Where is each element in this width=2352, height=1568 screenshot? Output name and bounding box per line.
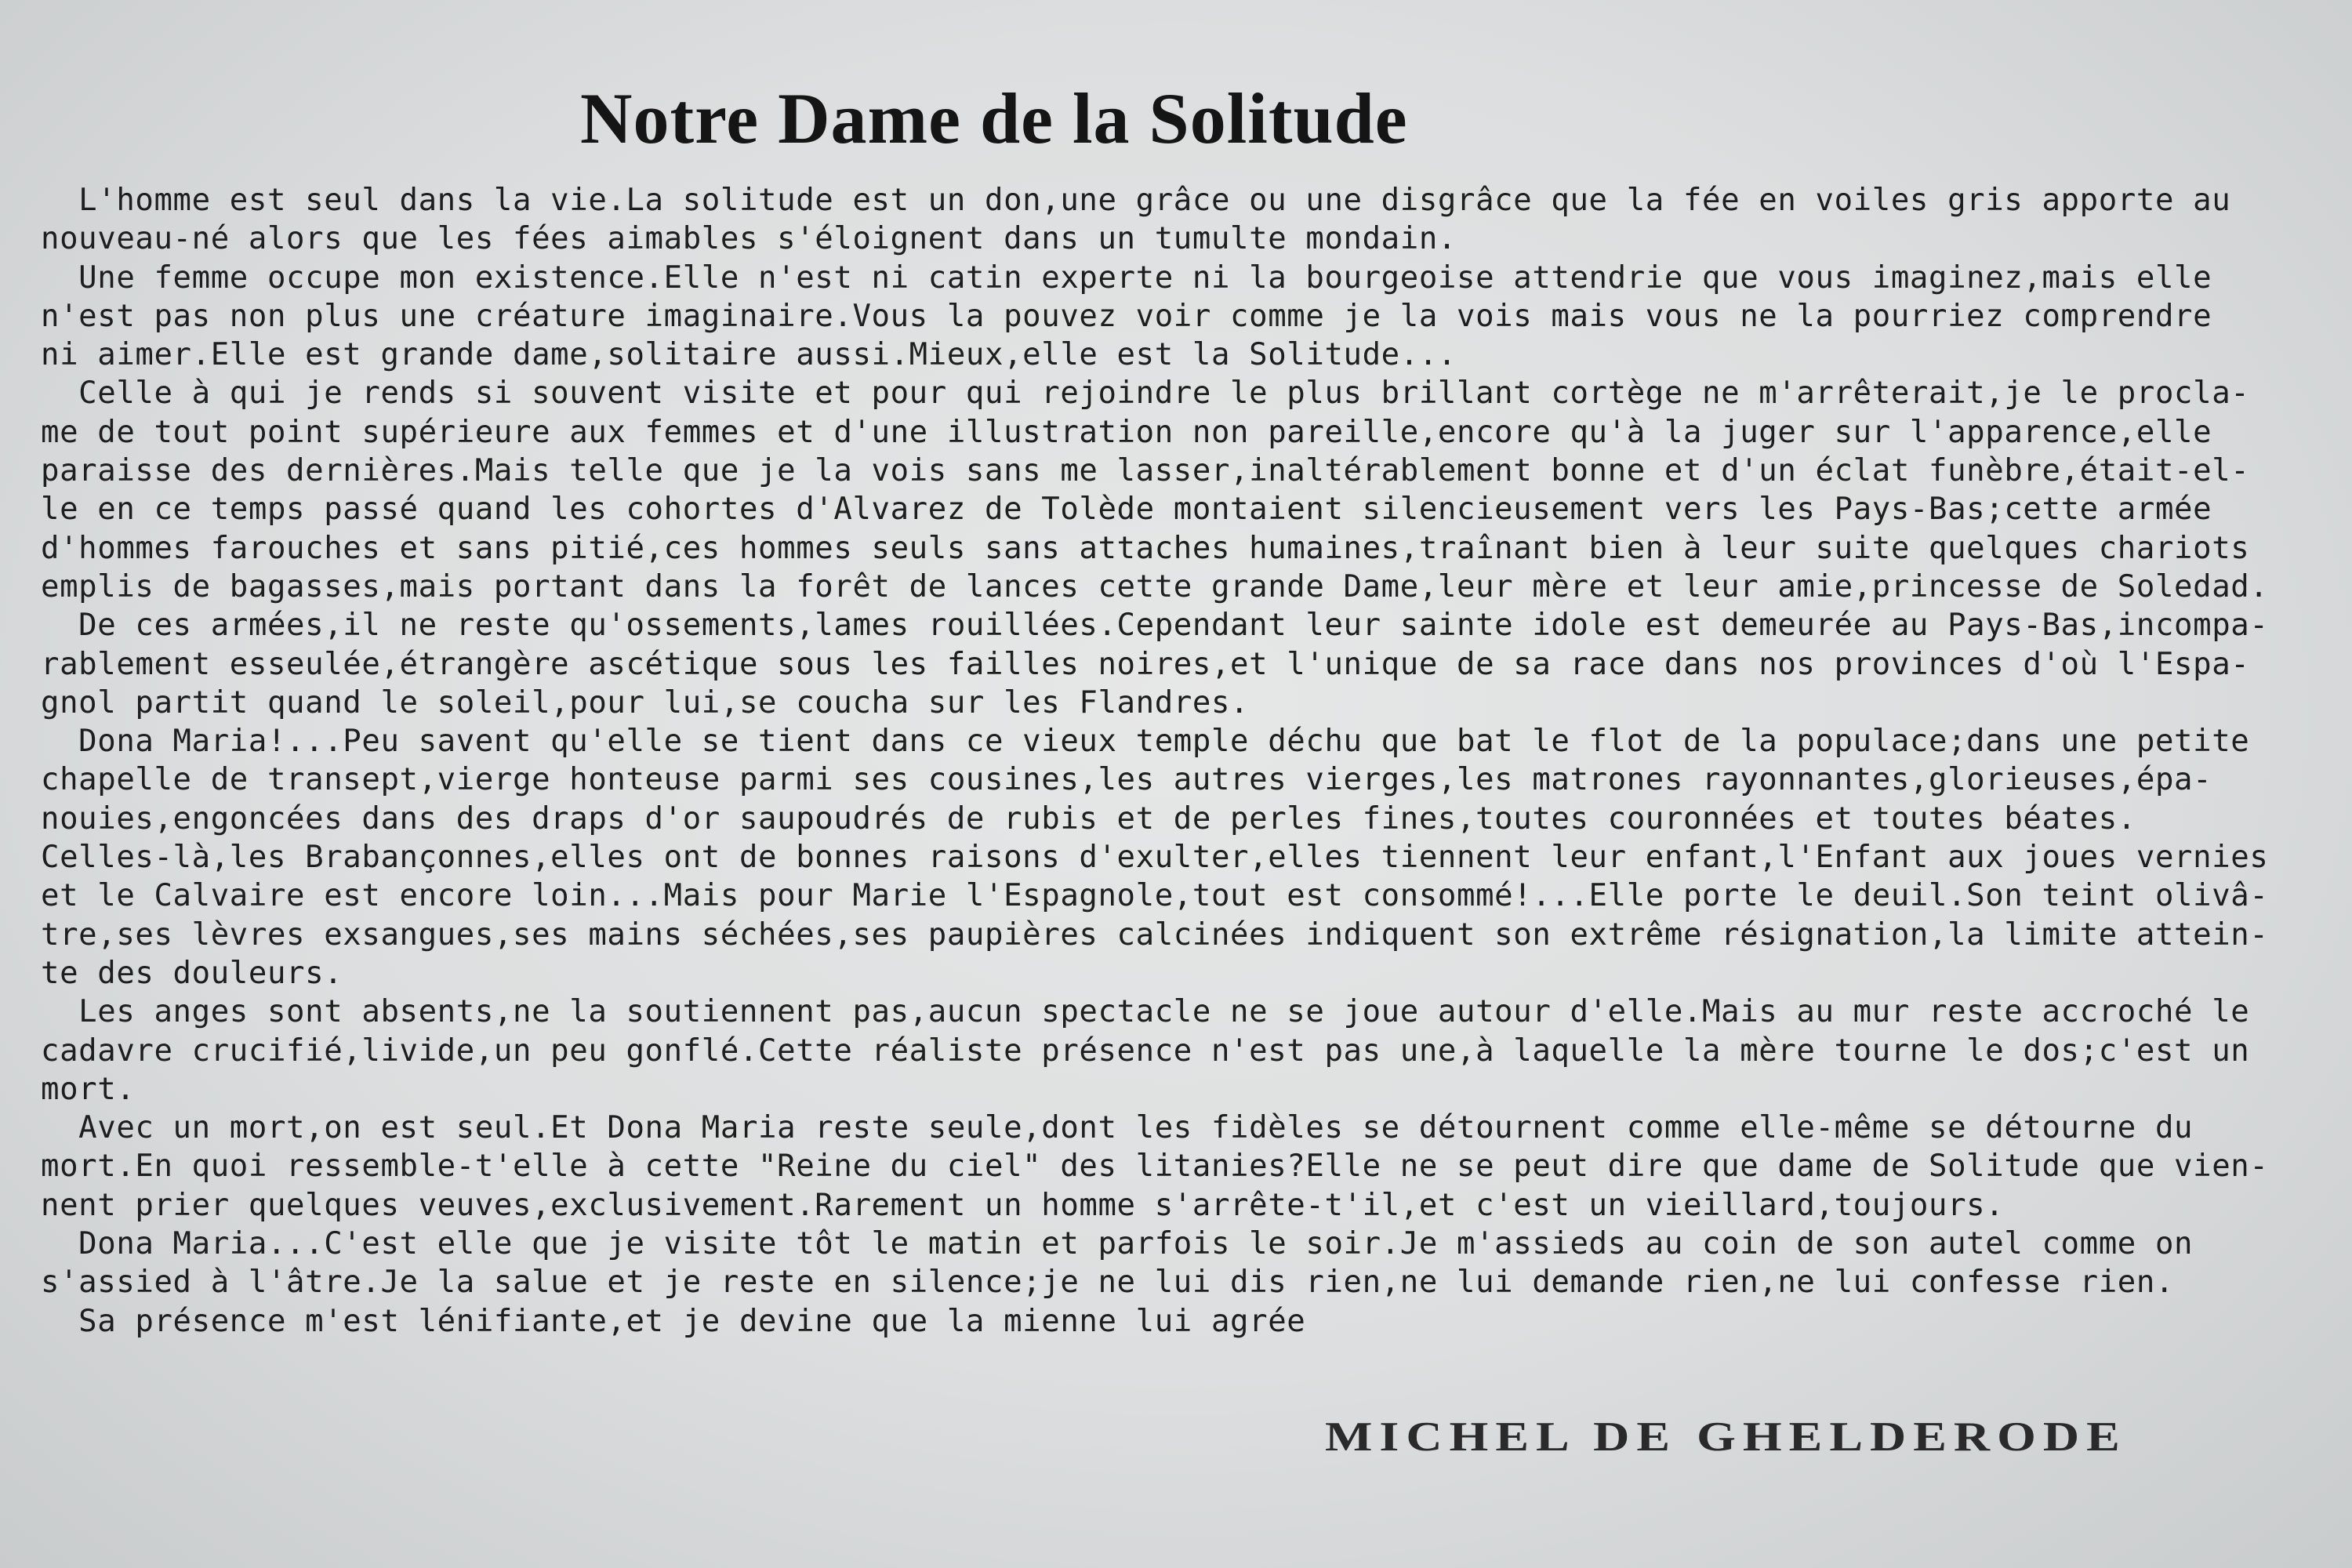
text-line: cadavre crucifié,livide,un peu gonflé.Cette réaliste présence n'est pas une,à laquelle la mère tourne le dos;c'est un	[41, 1033, 2250, 1069]
text-line: Avec un mort,on est seul.Et Dona Maria reste seule,dont les fidèles se détournent comme elle-même se détourne du	[41, 1110, 2194, 1146]
page-title: Notre Dame de la Solitude	[580, 78, 1408, 158]
text-line: nent prier quelques veuves,exclusivement.Rarement un homme s'arrête-t'il,et c'est un vieillard,toujours.	[41, 1187, 2005, 1223]
text-line: Une femme occupe mon existence.Elle n'est ni catin experte ni la bourgeoise attendrie que vous imaginez,mais elle	[41, 260, 2212, 296]
text-line: n'est pas non plus une créature imaginaire.Vous la pouvez voir comme je la vois mais vous ne la pourriez comprendre	[41, 298, 2212, 334]
text-line: rablement esseulée,étrangère ascétique sous les failles noires,et l'unique de sa race dans nos provinces d'où l'Espa-	[41, 646, 2250, 682]
text-line: gnol partit quand le soleil,pour lui,se coucha sur les Flandres.	[41, 684, 1250, 720]
text-line: te des douleurs.	[41, 955, 343, 991]
text-line: Dona Maria...C'est elle que je visite tôt le matin et parfois le soir.Je m'assieds au coin de son autel comme on	[41, 1226, 2194, 1262]
text-line: tre,ses lèvres exsangues,ses mains séchées,ses paupières calcinées indiquent son extrême résignation,la limite attein-	[41, 916, 2269, 953]
text-line: emplis de bagasses,mais portant dans la forêt de lances cette grande Dame,leur mère et leur amie,princesse de Soledad.	[41, 568, 2269, 604]
text-line: ni aimer.Elle est grande dame,solitaire aussi.Mieux,elle est la Solitude...	[41, 337, 1457, 373]
text-line: d'hommes farouches et sans pitié,ces hommes seuls sans attaches humaines,traînant bien à leur suite quelques chariots	[41, 530, 2250, 566]
text-line: paraisse des dernières.Mais telle que je la vois sans me lasser,inaltérablement bonne et d'un éclat funèbre,était-el-	[41, 453, 2250, 489]
text-line: Celles-là,les Brabançonnes,elles ont de bonnes raisons d'exulter,elles tiennent leur enfant,l'Enfant aux joues vernies	[41, 840, 2269, 876]
text-line: Les anges sont absents,ne la soutiennent pas,aucun spectacle ne se joue autour d'elle.Mais au mur reste accroché le	[41, 994, 2250, 1030]
text-line: Sa présence m'est lénifiante,et je devine que la mienne lui agrée	[41, 1303, 1306, 1339]
text-line: le en ce temps passé quand les cohortes d'Alvarez de Tolède montaient silencieusement vers les Pays-Bas;cette armée	[41, 492, 2212, 528]
body-text	[41, 181, 2338, 1341]
text-line: nouveau-né alors que les fées aimables s'éloignent dans un tumulte mondain.	[41, 221, 1457, 257]
text-line: Celle à qui je rends si souvent visite et pour qui rejoindre le plus brillant cortège ne m'arrêterait,je le procla-	[41, 376, 2250, 412]
text-line: chapelle de transept,vierge honteuse parmi ses cousines,les autres vierges,les matrones rayonnantes,glorieuses,épa-	[41, 762, 2212, 798]
text-line: L'homme est seul dans la vie.La solitude est un don,une grâce ou une disgrâce que la fée en voiles gris apporte au	[41, 183, 2231, 218]
text-line: me de tout point supérieure aux femmes et d'une illustration non pareille,encore qu'à la juger sur l'apparence,elle	[41, 414, 2212, 450]
text-line: mort.	[41, 1071, 136, 1107]
text-line: mort.En quoi ressemble-t'elle à cette "Reine du ciel" des litanies?Elle ne se peut dire que dame de Solitude que vien-	[41, 1149, 2269, 1185]
text-line: Dona Maria!...Peu savent qu'elle se tient dans ce vieux temple déchu que bat le flot de la populace;dans une petite	[41, 724, 2250, 760]
author-signature: MICHEL DE GHELDERODE	[1325, 1414, 2127, 1460]
text-line: et le Calvaire est encore loin...Mais pour Marie l'Espagnole,tout est consommé!...Elle porte le deuil.Son teint olivâ-	[41, 878, 2269, 914]
text-line: s'assied à l'âtre.Je la salue et je reste en silence;je ne lui dis rien,ne lui demande rien,ne lui confesse rien.	[41, 1265, 2175, 1301]
text-line: De ces armées,il ne reste qu'ossements,lames rouillées.Cependant leur sainte idole est demeurée au Pays-Bas,incompa-	[41, 608, 2269, 644]
text-line: nouies,engoncées dans des draps d'or saupoudrés de rubis et de perles fines,toutes couronnées et toutes béates.	[41, 800, 2136, 837]
